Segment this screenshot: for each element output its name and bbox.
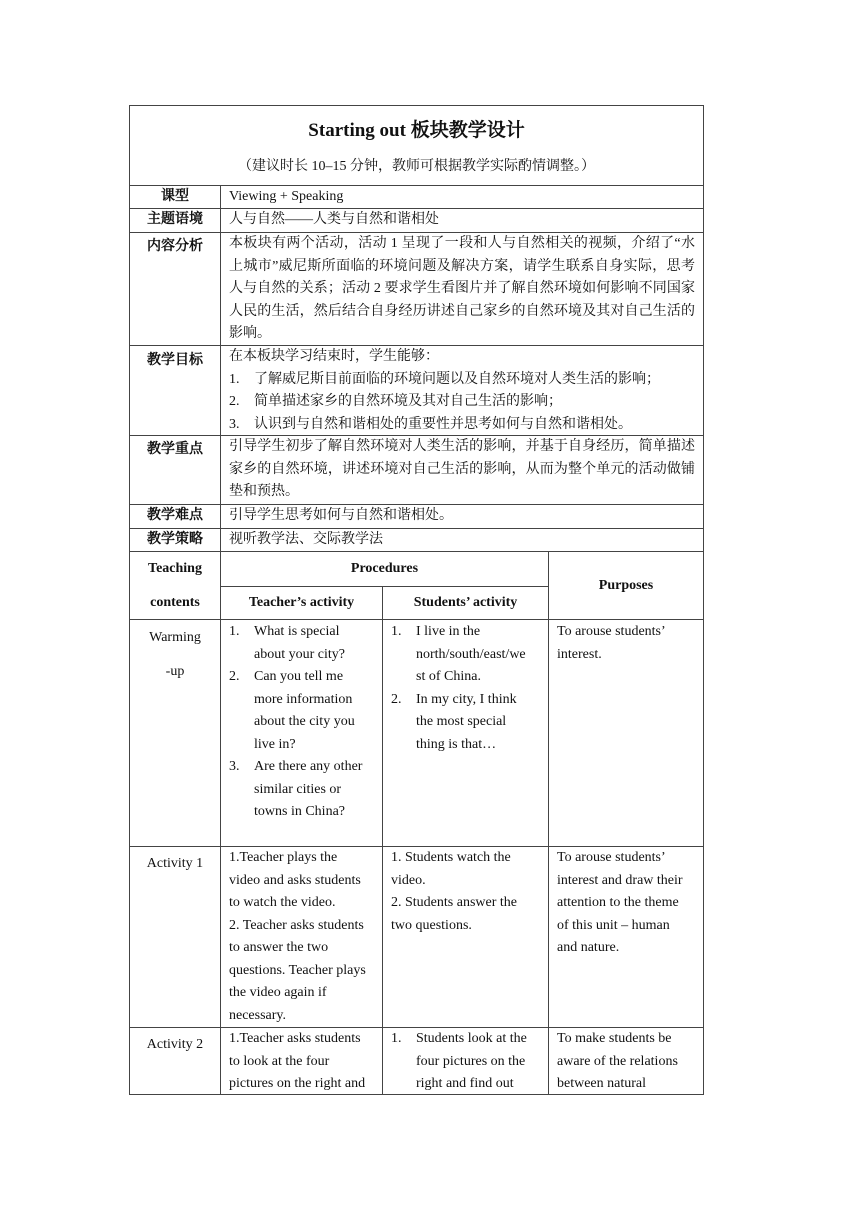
theme-value: 人与自然——人类与自然和谐相处 bbox=[229, 212, 439, 227]
list-item: 2. Can you tell me more information about the city you live in? bbox=[229, 669, 355, 752]
activity-2-purpose: To make students be aware of the relations between natural bbox=[557, 1031, 678, 1091]
warming-up-purpose: To arouse students’ interest. bbox=[557, 624, 666, 662]
activity-1-students-activity: 1. Students watch the video. 2. Students answer the two questions. bbox=[391, 850, 517, 933]
difficulties-value: 引导学生思考如何与自然和谐相处。 bbox=[229, 508, 453, 523]
key-points-label: 教学重点 bbox=[147, 442, 203, 457]
purposes-header: Purposes bbox=[598, 578, 654, 593]
strategies-label: 教学策略 bbox=[147, 532, 203, 547]
objectives-block bbox=[221, 346, 703, 436]
objectives-intro: 在本板块学习结束时，学生能够： bbox=[229, 349, 439, 364]
activity-2-students-activity bbox=[383, 1028, 548, 1096]
course-type-value: Viewing + Speaking bbox=[229, 189, 344, 204]
warming-up-label: Warming -up bbox=[149, 630, 201, 679]
warming-up-teacher-activity bbox=[221, 621, 382, 824]
content-analysis-value: 本板块有两个活动，活动 1 呈现了一段和人与自然相关的视频，介绍了“水上城市”威尼斯所面临的环境问题及解决方案，请学生联系自身实际，思考人与自然的关系；活动 2 要求学生看图片并了解自然环境如何影响不同国家人民的生活，然后结合自身经历讲述自己家乡的自然环境及其对自己生活的影响。 bbox=[229, 236, 695, 341]
activity-1-label: Activity 1 bbox=[146, 856, 204, 871]
list-item: 1. I live in the north/south/east/we st of China. bbox=[391, 624, 526, 684]
list-item: 1. What is special about your city? bbox=[229, 624, 345, 662]
objective-item: 2. 简单描述家乡的自然环境及其对自己生活的影响； bbox=[229, 394, 562, 409]
warming-up-students-activity bbox=[383, 621, 548, 756]
teaching-header-line2: contents bbox=[150, 595, 200, 610]
objective-item: 3. 认识到与自然和谐相处的重要性并思考如何与自然和谐相处。 bbox=[229, 416, 632, 432]
page-subtitle: （建议时长 10–15 分钟，教师可根据教学实际酌情调整。） bbox=[238, 159, 595, 174]
procedures-header: Procedures bbox=[350, 561, 419, 576]
key-points-value: 引导学生初步了解自然环境对人类生活的影响，并基于自身经历，简单描述家乡的自然环境，讲述环境对自己生活的影响，从而为整个单元的活动做铺垫和预热。 bbox=[229, 439, 695, 499]
list-item: 2. In my city, I think the most special thing is that… bbox=[391, 691, 517, 752]
teacher-activity-header: Teacher’s activity bbox=[248, 595, 355, 610]
page-title: Starting out 板块教学设计 bbox=[308, 120, 525, 141]
difficulties-label: 教学难点 bbox=[147, 508, 203, 523]
objectives-list bbox=[229, 369, 695, 437]
activity-2-label: Activity 2 bbox=[146, 1037, 204, 1052]
objective-item: 1. 了解威尼斯目前面临的环境问题以及自然环境对人类生活的影响； bbox=[229, 371, 660, 387]
course-type-label: 课型 bbox=[161, 189, 189, 204]
teaching-header-line1: Teaching bbox=[148, 561, 202, 576]
theme-label: 主题语境 bbox=[147, 212, 203, 227]
strategies-value: 视听教学法、交际教学法 bbox=[229, 532, 383, 547]
content-analysis-label: 内容分析 bbox=[147, 239, 203, 254]
objectives-label: 教学目标 bbox=[147, 353, 203, 368]
activity-2-teacher-activity: 1.Teacher asks students to look at the four pictures on the right and bbox=[229, 1031, 366, 1091]
students-activity-header: Students’ activity bbox=[413, 595, 518, 610]
list-item: 1. Students look at the four pictures on the right and find out bbox=[391, 1031, 527, 1091]
activity-1-purpose: To arouse students’ interest and draw their attention to the theme of this unit – human and nature. bbox=[557, 850, 683, 955]
activity-1-teacher-activity: 1.Teacher plays the video and asks students to watch the video. 2. Teacher asks students to answer the two questions. Teacher plays the video again if necessary. bbox=[229, 850, 366, 1023]
list-item: 3. Are there any other similar cities or towns in China? bbox=[229, 759, 363, 819]
